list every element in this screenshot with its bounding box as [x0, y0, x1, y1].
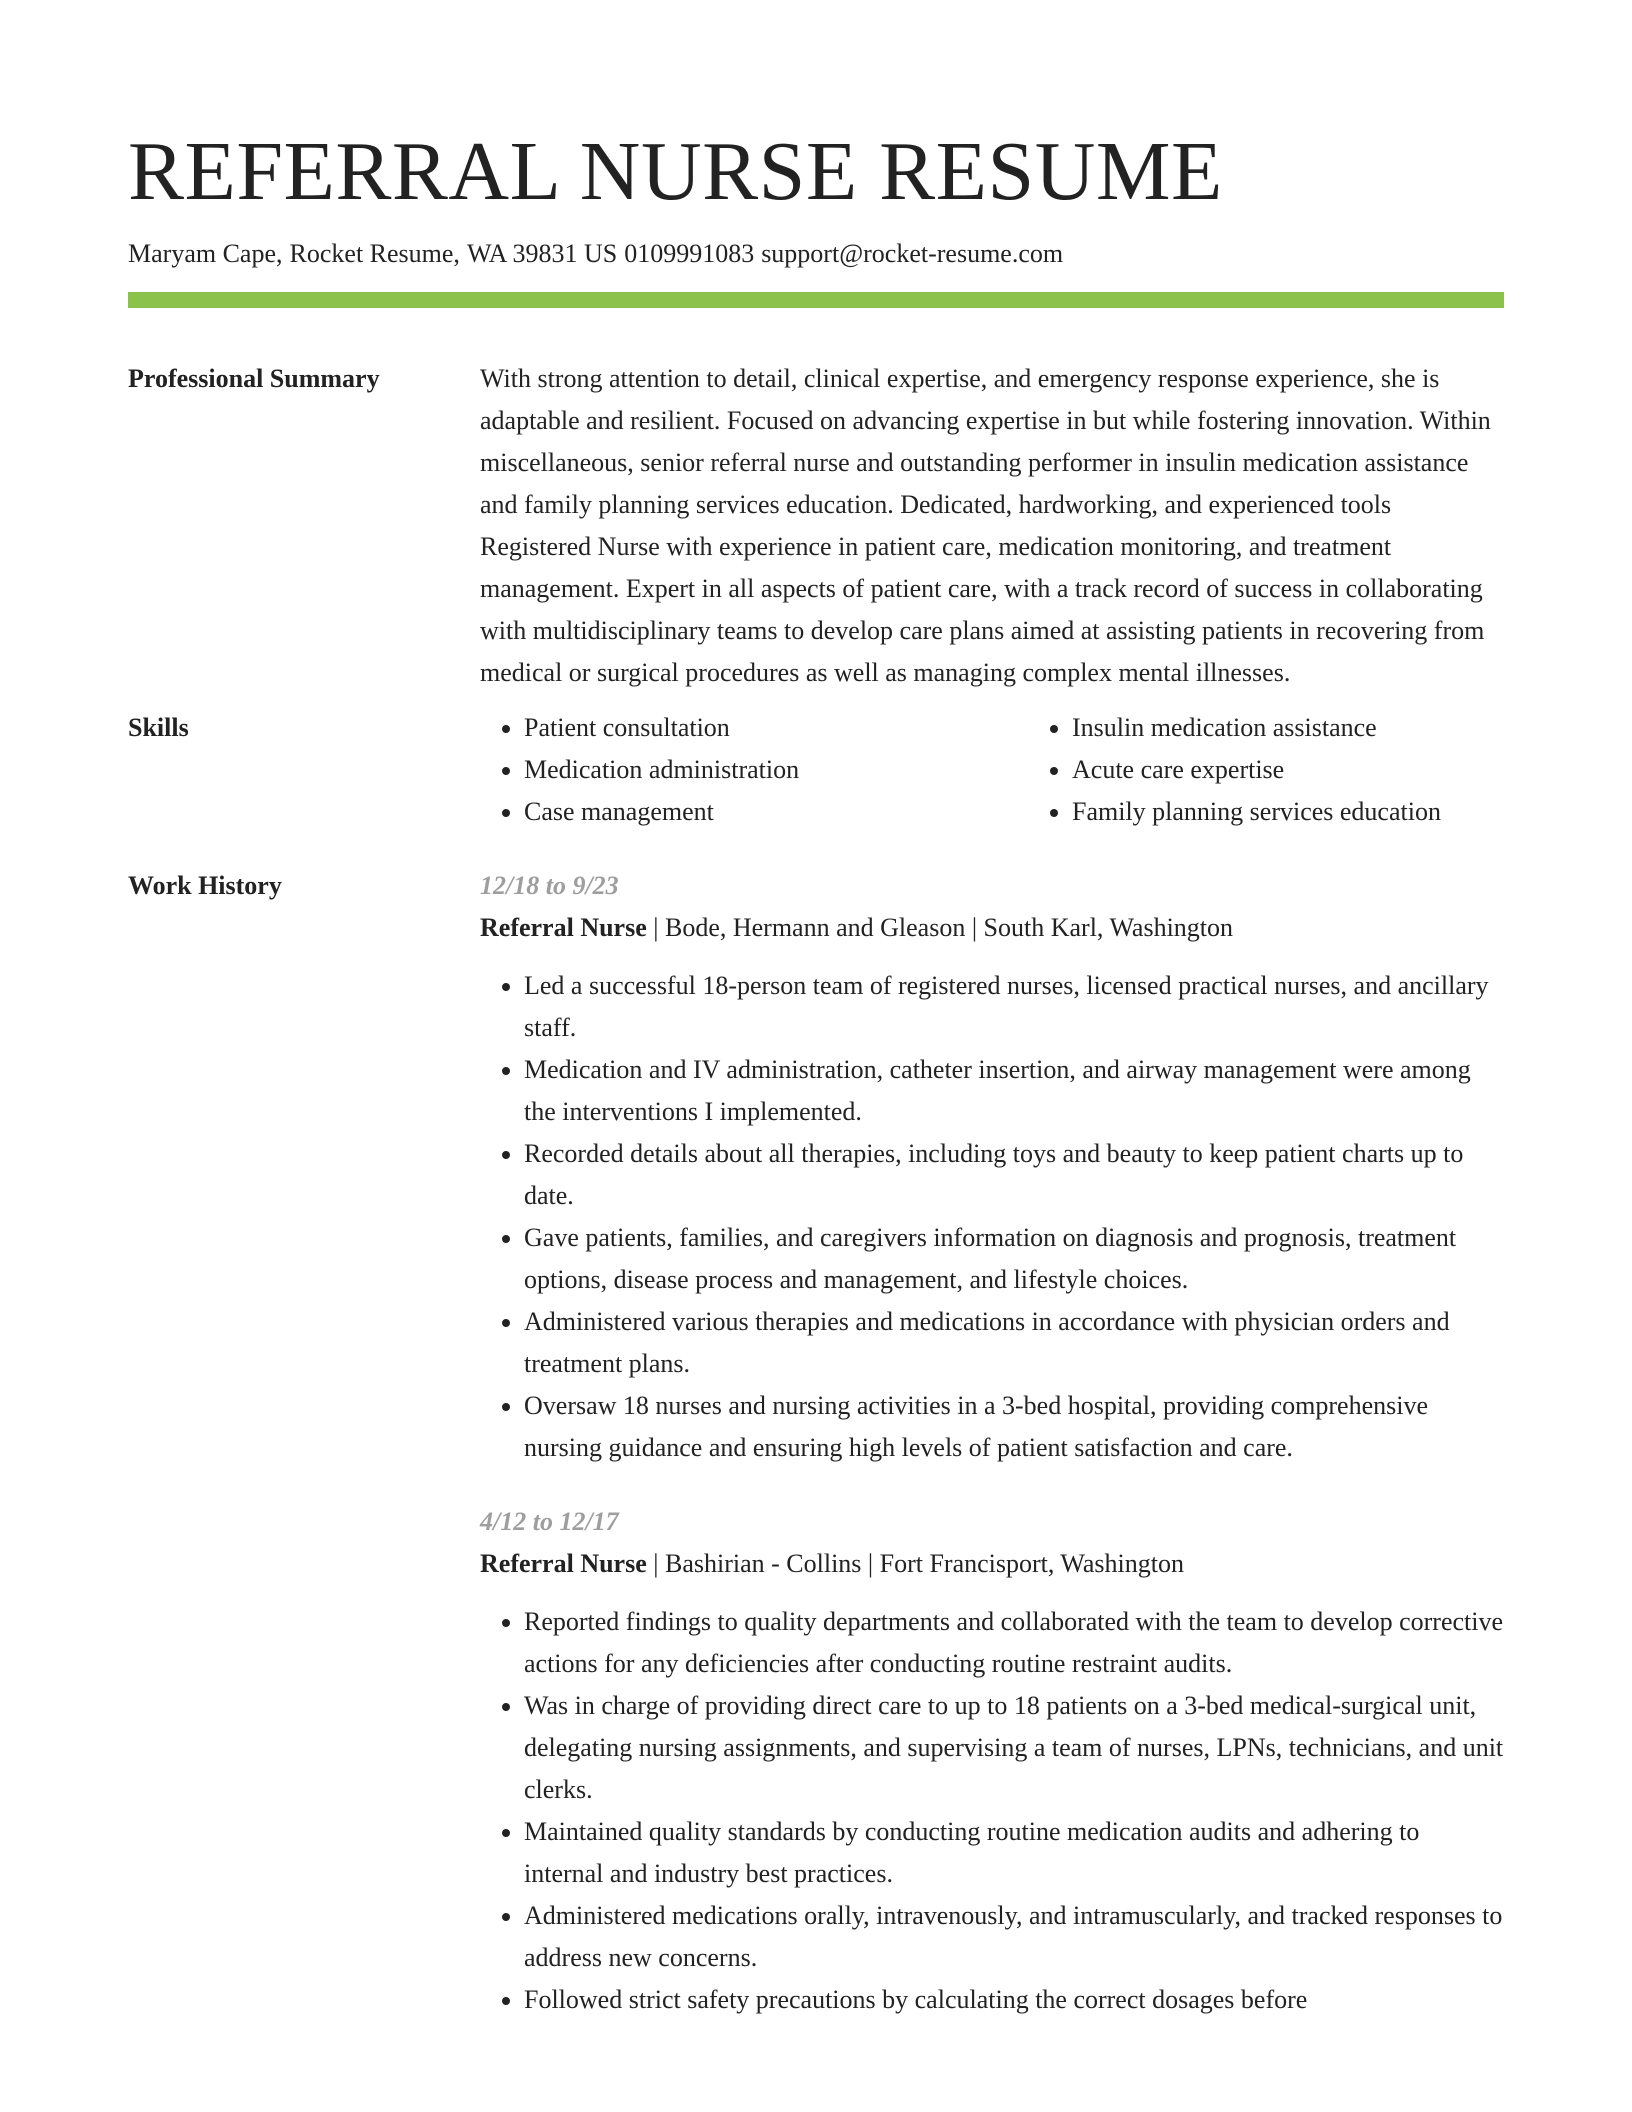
work-history-section: [128, 865, 1504, 2021]
job-bullet: • Led a successful 18-person team of registered nurses, licensed practical nurses, and ancillary staff.: [524, 965, 1504, 1049]
job-title-line: [480, 1543, 1504, 1585]
job-bullet: • Was in charge of providing direct care to up to 18 patients on a 3-bed medical-surgical unit, delegating nursing assignments, and supervising a team of nurses, LPNs, technicians, and unit clerks.: [524, 1685, 1504, 1811]
contact-name: Maryam Cape,: [128, 239, 283, 268]
skills-section: [128, 707, 1504, 833]
job-bullet: • Oversaw 18 nurses and nursing activities in a 3-bed hospital, providing comprehensive nursing guidance and ensuring high levels of patient satisfaction and care.: [524, 1385, 1504, 1469]
contact-phone: 0109991083: [624, 239, 755, 268]
job-dates: 12/18 to 9/23: [480, 871, 619, 900]
job-bullets: [480, 965, 1504, 1469]
summary-heading: Professional Summary: [128, 364, 380, 393]
job-bullet: • Maintained quality standards by conducting routine medication audits and adhering to internal and industry best practices.: [524, 1811, 1504, 1895]
skills-list-right: [1028, 707, 1504, 833]
contact-location: WA 39831 US: [466, 239, 618, 268]
job-bullet: • Administered various therapies and medications in accordance with physician orders and treatment plans.: [524, 1301, 1504, 1385]
resume-page: [128, 118, 1504, 2021]
summary-section: [128, 358, 1504, 694]
job-role: Referral Nurse: [480, 913, 647, 942]
accent-divider: [128, 292, 1504, 308]
skill-item: • Acute care expertise: [1072, 749, 1504, 791]
skill-item: • Patient consultation: [524, 707, 1028, 749]
contact-company: Rocket Resume,: [289, 239, 460, 268]
resume-title: REFERRAL NURSE RESUME: [128, 125, 1223, 218]
skills-heading: Skills: [128, 713, 189, 742]
job-entry: [480, 1501, 1504, 2021]
job-details: | Bode, Hermann and Gleason | South Karl, Washington: [646, 913, 1234, 942]
summary-text: With strong attention to detail, clinical expertise, and emergency response experience, she is adaptable and resilient. Focused on advancing expertise in but while fostering innovation. Within miscellaneous, senior referral nurse and outstanding performer in insulin medication assistance and family planning services education. Dedicated, hardworking, and experienced tools Registered Nurse with experience in patient care, medication monitoring, and treatment management. Expert in all aspects of patient care, with a track record of success in collaborating with multidisciplinary teams to develop care plans aimed at assisting patients in recovering from medical or surgical procedures as well as managing complex mental illnesses.: [480, 364, 1491, 687]
job-bullet: • Administered medications orally, intravenously, and intramuscularly, and tracked responses to address new concerns.: [524, 1895, 1504, 1979]
job-bullet: • Gave patients, families, and caregivers information on diagnosis and prognosis, treatment options, disease process and management, and lifestyle choices.: [524, 1217, 1504, 1301]
job-bullet: • Followed strict safety precautions by calculating the correct dosages before: [524, 1979, 1504, 2021]
skill-item: • Case management: [524, 791, 1028, 833]
skill-item: • Family planning services education: [1072, 791, 1504, 833]
skills-list-left: [480, 707, 1028, 833]
work-history-heading: Work History: [128, 871, 282, 900]
contact-line: [128, 236, 1504, 272]
job-role: Referral Nurse: [480, 1549, 647, 1578]
job-dates: 4/12 to 12/17: [480, 1507, 619, 1536]
contact-email: support@rocket-resume.com: [761, 239, 1064, 268]
job-details: | Bashirian - Collins | Fort Francisport, Washington: [646, 1549, 1184, 1578]
job-bullet: • Reported findings to quality departments and collaborated with the team to develop corrective actions for any deficiencies after conducting routine restraint audits.: [524, 1601, 1504, 1685]
job-entry: [480, 865, 1504, 1469]
skill-item: • Medication administration: [524, 749, 1028, 791]
job-title-line: [480, 907, 1504, 949]
job-bullet: • Recorded details about all therapies, including toys and beauty to keep patient charts up to date.: [524, 1133, 1504, 1217]
job-bullet: • Medication and IV administration, catheter insertion, and airway management were among the interventions I implemented.: [524, 1049, 1504, 1133]
job-bullets: [480, 1601, 1504, 2021]
skill-item: • Insulin medication assistance: [1072, 707, 1504, 749]
